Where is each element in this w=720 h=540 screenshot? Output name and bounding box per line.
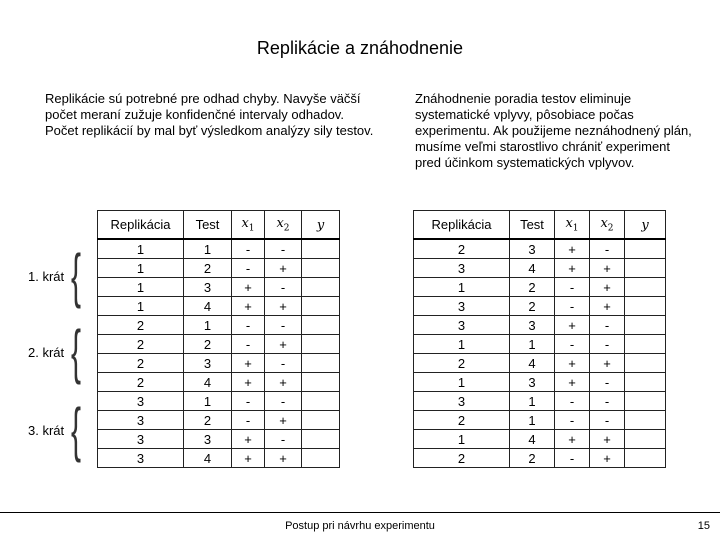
table-cell [302, 430, 340, 449]
table-cell: - [265, 239, 302, 259]
table-cell: + [590, 354, 625, 373]
table-cell: - [590, 335, 625, 354]
table-row [414, 392, 666, 411]
table-cell: 3 [510, 239, 555, 259]
randomized-design-table [413, 210, 666, 468]
table-cell [625, 430, 666, 449]
header-row [98, 211, 340, 240]
table-cell: 2 [510, 449, 555, 468]
table-cell [302, 392, 340, 411]
table-row [98, 278, 340, 297]
brace-icon: { [71, 242, 82, 309]
table-cell [302, 316, 340, 335]
table-cell: - [555, 297, 590, 316]
table-cell: 4 [510, 430, 555, 449]
table-cell: 4 [184, 297, 232, 316]
table-cell: - [232, 239, 265, 259]
replication-text: Replikácie sú potrebné pre odhad chyby. Navyše väčší počet meraní zužuje konfidenčné intervaly odhadov. Počet replikácií by mal byť výsledkom analýzy sily testov. [45, 91, 374, 138]
table-cell: - [265, 354, 302, 373]
table-cell: 2 [414, 239, 510, 259]
header-text: Test [195, 217, 220, 232]
brace-icon: { [71, 396, 82, 463]
table-cell: 1 [414, 278, 510, 297]
table-row [414, 278, 666, 297]
table-cell: 1 [184, 239, 232, 259]
table-cell: 2 [184, 259, 232, 278]
table-cell: 2 [510, 278, 555, 297]
table-cell: 3 [98, 449, 184, 468]
table-cell [625, 373, 666, 392]
table-cell: + [555, 239, 590, 259]
table-row [414, 411, 666, 430]
table-cell: + [232, 449, 265, 468]
table-row [414, 449, 666, 468]
table-cell: 1 [98, 278, 184, 297]
table-cell: 1 [98, 239, 184, 259]
table-cell: 3 [414, 316, 510, 335]
table-cell [625, 449, 666, 468]
table-row [98, 316, 340, 335]
table-cell: + [265, 373, 302, 392]
table-cell [302, 411, 340, 430]
table-row [414, 259, 666, 278]
table-cell: + [590, 297, 625, 316]
table-cell: - [265, 392, 302, 411]
table-cell: 2 [98, 373, 184, 392]
column-header [232, 211, 265, 240]
table-cell: + [555, 316, 590, 335]
table-cell: + [232, 373, 265, 392]
column-header [302, 211, 340, 240]
table-cell: 2 [414, 354, 510, 373]
table-cell: + [590, 449, 625, 468]
table-cell [625, 297, 666, 316]
table-cell: 4 [184, 449, 232, 468]
table-cell: 1 [98, 259, 184, 278]
table-cell: 3 [98, 430, 184, 449]
table-cell: - [265, 278, 302, 297]
table-cell: 1 [510, 392, 555, 411]
table-cell: 1 [510, 411, 555, 430]
table-cell: 1 [414, 373, 510, 392]
table-row [414, 297, 666, 316]
table-cell [302, 335, 340, 354]
table-cell [302, 278, 340, 297]
group-label-1 [28, 242, 86, 309]
table-cell [625, 316, 666, 335]
table-cell: + [590, 430, 625, 449]
table-cell: 2 [98, 354, 184, 373]
table-cell: 4 [510, 259, 555, 278]
table-cell: 3 [184, 278, 232, 297]
table-cell: 4 [510, 354, 555, 373]
table-cell [625, 392, 666, 411]
table-cell [302, 449, 340, 468]
table-cell: 1 [414, 335, 510, 354]
column-header [98, 211, 184, 240]
table-cell: 1 [184, 316, 232, 335]
header-text: Replikácia [431, 217, 492, 232]
math-symbol: y [641, 217, 649, 233]
table-cell: - [590, 239, 625, 259]
slide-title: Replikácie a znáhodnenie [256, 38, 464, 58]
table-row [414, 430, 666, 449]
table-cell [625, 239, 666, 259]
table-cell: 3 [98, 392, 184, 411]
math-symbol: $x_1$ [241, 216, 255, 234]
table-row [98, 411, 340, 430]
table-row [414, 373, 666, 392]
table-cell: + [265, 411, 302, 430]
header-text: Replikácia [110, 217, 171, 232]
column-header [625, 211, 666, 240]
column-header [555, 211, 590, 240]
table-cell: 1 [98, 297, 184, 316]
table-cell: + [555, 354, 590, 373]
table-cell: 2 [98, 316, 184, 335]
table-cell: 1 [184, 392, 232, 411]
table-cell: 3 [414, 297, 510, 316]
table-cell: 2 [184, 335, 232, 354]
table-cell: 2 [510, 297, 555, 316]
table-cell: + [265, 297, 302, 316]
table-cell: - [555, 449, 590, 468]
table-cell [302, 239, 340, 259]
table-cell: + [265, 449, 302, 468]
table-cell: 4 [184, 373, 232, 392]
table-cell: 2 [414, 411, 510, 430]
table-row [98, 297, 340, 316]
table-row [98, 335, 340, 354]
header-text: Test [520, 217, 544, 232]
table-cell: - [232, 411, 265, 430]
table-row [98, 449, 340, 468]
table-cell: - [590, 316, 625, 335]
table-cell: - [232, 316, 265, 335]
table-cell: - [555, 278, 590, 297]
table-cell: 3 [414, 259, 510, 278]
table-cell: 3 [510, 316, 555, 335]
table-cell: 3 [184, 354, 232, 373]
table-cell: - [232, 392, 265, 411]
column-header [590, 211, 625, 240]
table-cell: - [232, 335, 265, 354]
table-cell: + [590, 259, 625, 278]
table-cell: - [555, 335, 590, 354]
table-cell: - [590, 373, 625, 392]
table-row [414, 239, 666, 259]
table-cell [625, 259, 666, 278]
table-cell: 2 [184, 411, 232, 430]
math-symbol: $x_2$ [600, 216, 614, 234]
math-symbol: $x_2$ [276, 216, 290, 234]
table-row [98, 354, 340, 373]
table-cell: 3 [510, 373, 555, 392]
table-cell: 3 [184, 430, 232, 449]
table-row [98, 373, 340, 392]
table-cell: 2 [414, 449, 510, 468]
table-cell [302, 354, 340, 373]
table-cell: 1 [510, 335, 555, 354]
table-cell: - [590, 392, 625, 411]
header-row [414, 211, 666, 240]
table-cell [302, 373, 340, 392]
group-text: 2. krát [28, 344, 65, 360]
table-row [414, 316, 666, 335]
table-cell: 2 [98, 335, 184, 354]
table-cell: + [555, 430, 590, 449]
table-row [98, 392, 340, 411]
table-cell: + [555, 259, 590, 278]
table-cell: 3 [414, 392, 510, 411]
table-cell: + [232, 297, 265, 316]
page-number: 15 [697, 520, 710, 532]
table-row [98, 430, 340, 449]
column-header [184, 211, 232, 240]
column-header [414, 211, 510, 240]
group-text: 1. krát [28, 268, 65, 284]
table-cell [625, 278, 666, 297]
randomization-text: Znáhodnenie poradia testov eliminuje systematické vplyvy, pôsobiace počas experimentu. Ak použijeme neznáhodnený plán, musíme veľmi starostlivo chrániť experiment pred účinkom systematických vplyvov. [415, 91, 692, 170]
table-row [98, 239, 340, 259]
table-row [98, 259, 340, 278]
table-row [414, 335, 666, 354]
table-cell: 1 [414, 430, 510, 449]
group-label-2 [28, 318, 86, 385]
table-cell [302, 259, 340, 278]
table-cell [625, 354, 666, 373]
column-header [510, 211, 555, 240]
table-cell: 3 [98, 411, 184, 430]
table-cell: + [232, 354, 265, 373]
group-label-3 [28, 396, 86, 463]
table-cell: + [232, 430, 265, 449]
table-cell: - [555, 411, 590, 430]
table-row [414, 354, 666, 373]
group-text: 3. krát [28, 422, 65, 438]
table-cell [302, 297, 340, 316]
table-cell: + [590, 278, 625, 297]
table-cell [625, 335, 666, 354]
ordered-design-table [97, 210, 340, 468]
table-cell: + [555, 373, 590, 392]
brace-icon: { [71, 318, 82, 385]
table-cell: + [265, 259, 302, 278]
column-header [265, 211, 302, 240]
table-cell: - [265, 316, 302, 335]
footer-divider [0, 512, 720, 513]
table-cell [625, 411, 666, 430]
footer-title: Postup pri návrhu experimentu [285, 520, 435, 532]
table-cell: + [232, 278, 265, 297]
table-cell: + [265, 335, 302, 354]
math-symbol: $x_1$ [565, 216, 579, 234]
table-cell: - [590, 411, 625, 430]
table-cell: - [555, 392, 590, 411]
math-symbol: y [316, 217, 325, 233]
table-cell: - [232, 259, 265, 278]
table-cell: - [265, 430, 302, 449]
